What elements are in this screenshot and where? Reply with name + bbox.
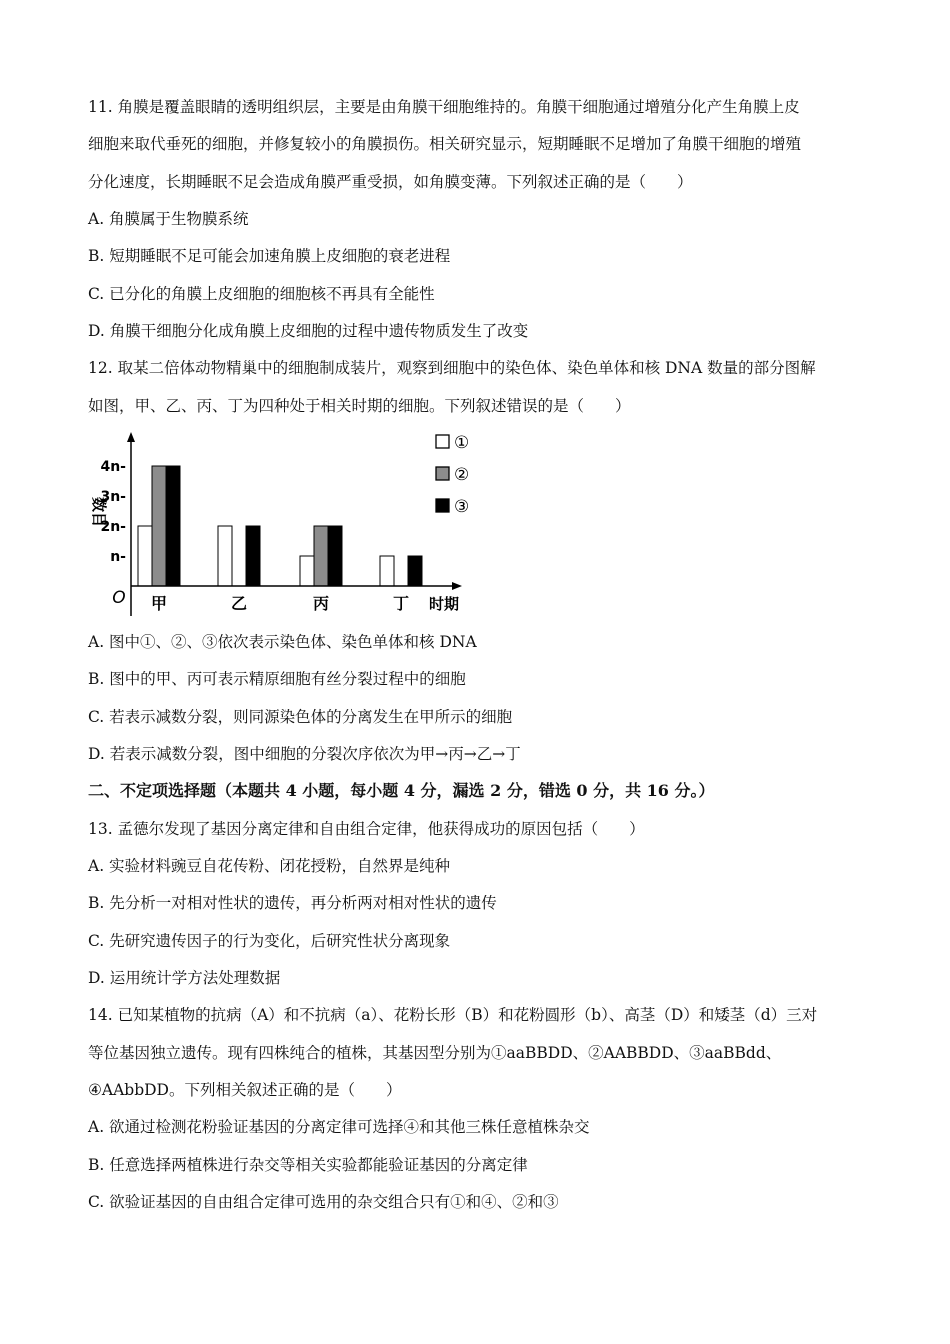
q11-option-d: D. 角膜干细胞分化成角膜上皮细胞的过程中遗传物质发生了改变 bbox=[88, 322, 529, 340]
bar-乙-③ bbox=[246, 526, 260, 586]
q14-stem-line-1: 14. 已知某植物的抗病（A）和不抗病（a）、花粉长形（B）和花粉圆形（b）、高茎（D）和矮茎（d）三对 bbox=[88, 1006, 818, 1024]
bar-丙-③ bbox=[328, 526, 342, 586]
q11-option-a: A. 角膜属于生物膜系统 bbox=[88, 210, 249, 228]
bar-丙-② bbox=[314, 526, 328, 586]
legend-label-2: ② bbox=[454, 465, 470, 485]
x-label-丁: 丁 bbox=[392, 594, 410, 613]
bar-乙-① bbox=[218, 526, 232, 586]
legend-swatch-3 bbox=[436, 499, 449, 512]
bar-甲-① bbox=[138, 526, 152, 586]
x-axis-label: 时期 bbox=[428, 595, 460, 613]
q11-option-c: C. 已分化的角膜上皮细胞的细胞核不再具有全能性 bbox=[88, 285, 435, 303]
q12-stem-line-1: 12. 取某二倍体动物精巢中的细胞制成装片，观察到细胞中的染色体、染色单体和核 DNA 数量的部分图解 bbox=[88, 359, 816, 377]
bar-丁-③ bbox=[408, 556, 422, 586]
q14-stem-line-3: ④AAbbDD。下列相关叙述正确的是（ ） bbox=[88, 1081, 402, 1099]
bar-甲-③ bbox=[166, 466, 180, 586]
q13-option-a: A. 实验材料豌豆自花传粉、闭花授粉，自然界是纯种 bbox=[88, 857, 451, 875]
q14-option-c: C. 欲验证基因的自由组合定律可选用的杂交组合只有①和④、②和③ bbox=[88, 1193, 559, 1211]
chart-bars bbox=[138, 466, 422, 586]
q14-option-a: A. 欲通过检测花粉验证基因的分离定律可选择④和其他三株任意植株杂交 bbox=[88, 1118, 590, 1136]
y-tick-4n: 4n- bbox=[100, 459, 126, 475]
y-tick-3n: 3n- bbox=[100, 489, 126, 505]
y-axis-arrow bbox=[127, 432, 135, 442]
origin-label: O bbox=[112, 588, 126, 608]
bar-丁-① bbox=[380, 556, 394, 586]
x-label-甲: 甲 bbox=[150, 594, 168, 613]
bar-丙-① bbox=[300, 556, 314, 586]
bar-甲-② bbox=[152, 466, 166, 586]
x-category-labels bbox=[151, 594, 409, 613]
q12-option-c: C. 若表示减数分裂，则同源染色体的分离发生在甲所示的细胞 bbox=[88, 708, 513, 726]
q12-option-d: D. 若表示减数分裂，图中细胞的分裂次序依次为甲→丙→乙→丁 bbox=[88, 745, 521, 763]
q12-option-a: A. 图中①、②、③依次表示染色体、染色单体和核 DNA bbox=[88, 633, 477, 651]
q12-stem-line-2: 如图，甲、乙、丙、丁为四种处于相关时期的细胞。下列叙述错误的是（ ） bbox=[88, 397, 631, 415]
section-2-heading: 二、不定项选择题（本题共 4 小题，每小题 4 分，漏选 2 分，错选 0 分，共 16 分。） bbox=[88, 781, 715, 800]
legend-swatch-2 bbox=[436, 467, 449, 480]
q13-option-d: D. 运用统计学方法处理数据 bbox=[88, 969, 281, 987]
y-axis-label: 数目 bbox=[90, 496, 108, 528]
chart-legend bbox=[436, 433, 469, 517]
q14-option-b: B. 任意选择两植株进行杂交等相关实验都能验证基因的分离定律 bbox=[88, 1156, 528, 1174]
q11-stem-line-3: 分化速度，长期睡眠不足会造成角膜严重受损，如角膜变薄。下列叙述正确的是（ ） bbox=[88, 173, 693, 191]
q12-option-b: B. 图中的甲、丙可表示精原细胞有丝分裂过程中的细胞 bbox=[88, 670, 466, 688]
y-tick-2n: 2n- bbox=[100, 519, 126, 535]
q11-stem-line-1: 11. 角膜是覆盖眼睛的透明组织层，主要是由角膜干细胞维持的。角膜干细胞通过增殖分化产生角膜上皮 bbox=[88, 98, 800, 116]
legend-swatch-1 bbox=[436, 435, 449, 448]
x-axis-arrow bbox=[452, 582, 462, 590]
q13-option-b: B. 先分析一对相对性状的遗传，再分析两对相对性状的遗传 bbox=[88, 894, 497, 912]
x-label-丙: 丙 bbox=[312, 594, 330, 613]
y-tick-n: n- bbox=[110, 549, 126, 565]
legend-label-3: ③ bbox=[454, 497, 470, 517]
q14-stem-line-2: 等位基因独立遗传。现有四株纯合的植株，其基因型分别为①aaBBDD、②AABBDD、③aaBBdd、 bbox=[88, 1044, 782, 1062]
q13-option-c: C. 先研究遗传因子的行为变化，后研究性状分离现象 bbox=[88, 932, 451, 950]
chromosome-bar-chart bbox=[90, 432, 490, 622]
q13-stem-line-1: 13. 孟德尔发现了基因分离定律和自由组合定律，他获得成功的原因包括（ ） bbox=[88, 820, 645, 838]
legend-label-1: ① bbox=[454, 433, 470, 453]
q11-option-b: B. 短期睡眠不足可能会加速角膜上皮细胞的衰老进程 bbox=[88, 247, 451, 265]
x-label-乙: 乙 bbox=[230, 594, 248, 613]
q11-stem-line-2: 细胞来取代垂死的细胞，并修复较小的角膜损伤。相关研究显示，短期睡眠不足增加了角膜干细胞的增殖 bbox=[88, 135, 802, 153]
